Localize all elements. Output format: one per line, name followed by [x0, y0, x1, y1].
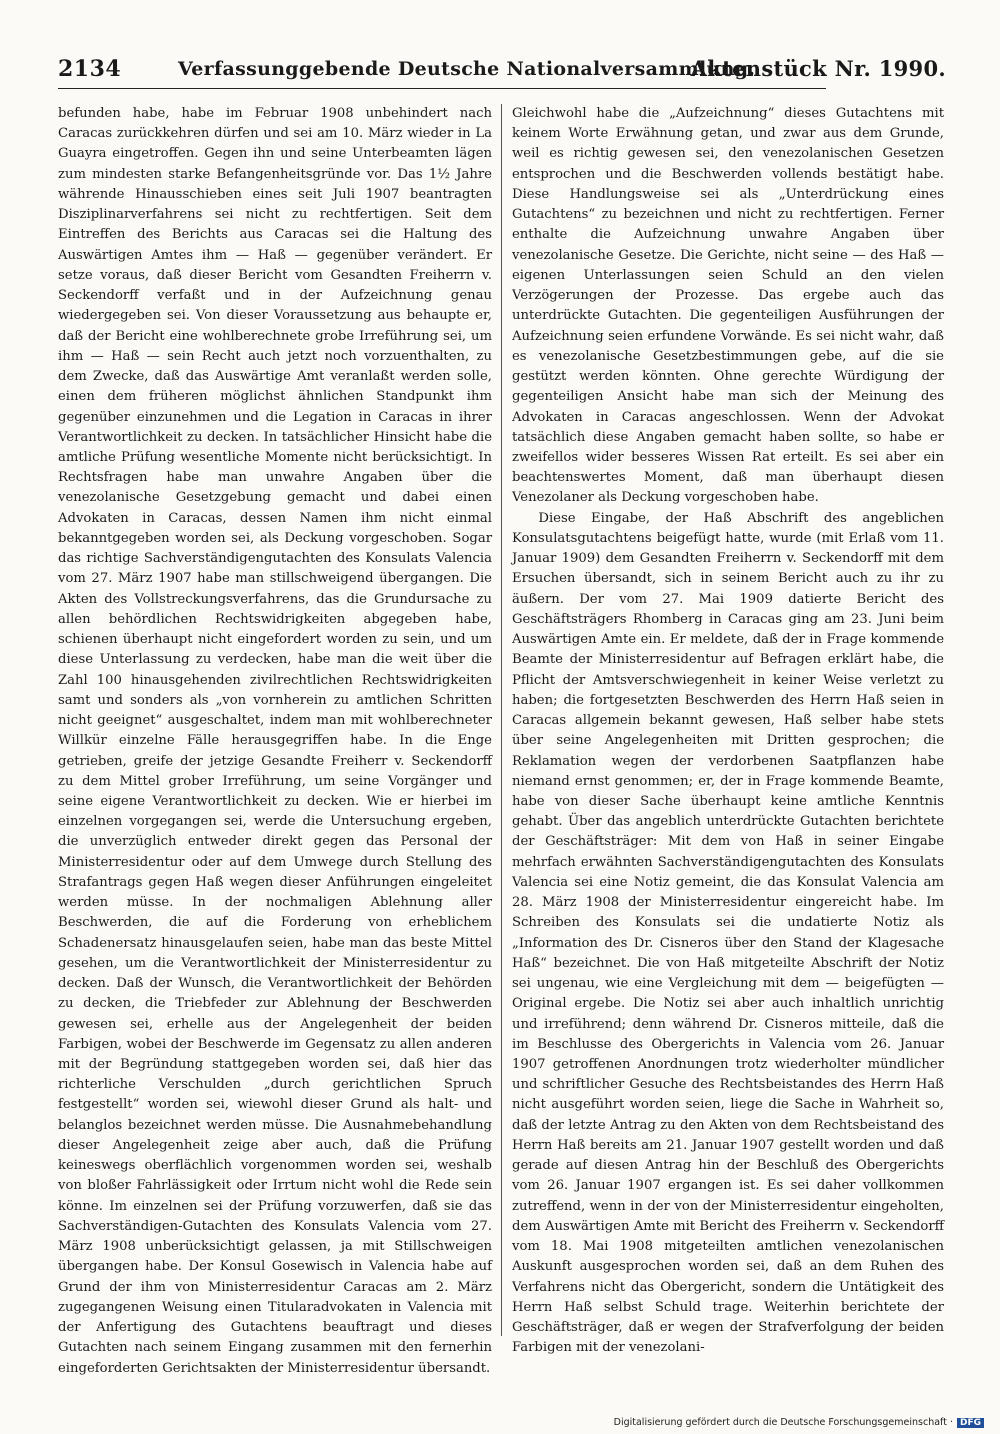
- document-reference: Aktenstück Nr. 1990.: [690, 56, 946, 81]
- footer-credit: [614, 1417, 984, 1428]
- running-title: Verfassunggebende Deutsche Nationalversammlung.: [178, 58, 756, 80]
- column-divider: [501, 104, 502, 1336]
- paragraph: Gleichwohl habe die „Aufzeichnung“ dieses Gutachtens mit keinem Worte Erwähnung getan, und zwar aus dem Grunde, weil es richtig gewesen sei, den venezolanischen Gesetzen entsprochen und die Beschwerden vollends bestätigt habe. Diese Handlungsweise sei als „Unterdrückung eines Gutachtens“ zu bezeichnen und nicht zu rechtfertigen. Ferner enthalte die Aufzeichnung unwahre Angaben über venezolanische Gesetze. Die Gerichte, nicht seine — des Haß — eigenen Unterlassungen seien Schuld an den vielen Verzögerungen der Prozesse. Das ergebe auch das unterdrückte Gutachten. Die gegenteiligen Ausführungen der Aufzeichnung seien erfundene Vorwände. Es sei nicht wahr, daß es venezolanische Gesetzbestimmungen gebe, auf die sie gestützt werden könnten. Ohne gerechte Würdigung der gegenteiligen Ansicht habe man sich der Meinung des Advokaten in Caracas angeschlossen. Wenn der Advokat tatsächlich diese Angaben gemacht haben sollte, so habe er zweifellos wider besseres Wissen Rat erteilt. Es sei aber ein beachtenswertes Moment, daß man überhaupt diesen Venezolaner als Deckung vorgeschoben habe.: [512, 106, 944, 506]
- left-column: [58, 104, 492, 1376]
- footer-credit-text: Digitalisierung gefördert durch die Deutsche Forschungsgemeinschaft ·: [613, 1417, 953, 1428]
- paragraph: befunden habe, habe im Februar 1908 unbehindert nach Caracas zurückkehren dürfen und sei am 10. März wieder in La Guayra eingetroffen. Gegen ihn und seine Unterbeamten lägen zum mindesten starke Befangenheitsgründe vor. Das 1½ Jahre währende Hinausschieben eines seit Juli 1907 beantragten Disziplinarverfahrens sei nicht zu rechtfertigen. Seit dem Eintreffen des Berichts aus Caracas sei die Haltung des Auswärtigen Amtes ihm — Haß — gegenüber verändert. Er setze voraus, daß dieser Bericht vom Gesandten Freiherrn v. Seckendorff verfaßt und in der Aufzeichnung genau wiedergegeben sei. Von dieser Voraussetzung aus behaupte er, daß der Bericht eine wohlberechnete grobe Irreführung sei, um ihm — Haß — sein Recht auch jetzt noch vorzuenthalten, zu dem Zwecke, daß das Auswärtige Amt veranlaßt werden solle, einen dem früheren möglichst ähnlichen Standpunkt ihm gegenüber einzunehmen und die Legation in Caracas in ihrer Verantwortlichkeit zu decken. In tatsächlicher Hinsicht habe die amtliche Prüfung wesentliche Momente nicht berücksichtigt. In Rechtsfragen habe man unwahre Angaben über die venezolanische Gesetzgebung gemacht und dabei einen Advokaten in Caracas, dessen Namen ihm nicht einmal bekanntgegeben worden sei, als Deckung vorgeschoben. Sogar das richtige Sachverständigengutachten des Konsulats Valencia vom 27. März 1907 habe man stillschweigend übergangen. Die Akten des Vollstreckungsverfahrens, das die Grundursache zu allen behördlichen Rechtswidrigkeiten abgegeben habe, schienen überhaupt nicht eingefordert worden zu sein, und um diese Unterlassung zu verdecken, habe man die weit über die Zahl 100 hinausgehenden zivilrechtlichen Rechtswidrigkeiten samt und sonders als „von vornherein zu amtlichen Schritten nicht geeignet“ ausgeschaltet, indem man mit wohlberechneter Willkür einzelne Fälle herausgegriffen habe. In die Enge getrieben, greife der jetzige Gesandte Freiherr v. Seckendorff zu dem Mittel grober Irreführung, um seine Vorgänger und seine eigene Verantwortlichkeit zu decken. Wie er hierbei im einzelnen vorgegangen sei, werde die Untersuchung ergeben, die unverzüglich entweder direkt gegen das Personal der Ministerresidentur oder auf dem Umwege durch Stellung des Strafantrags gegen Haß wegen dieser Anführungen eingeleitet werden müsse. In der nochmaligen Ablehnung aller Beschwerden, die auf die Forderung von erheblichem Schadenersatz hinausgelaufen seien, habe man das beste Mittel gesehen, um die Verantwortlichkeit der Ministerresidentur zu decken. Daß der Wunsch, die Verantwortlichkeit der Behörden zu decken, die Triebfeder zur Ablehnung der Beschwerden gewesen sei, erhelle aus der Angelegenheit der beiden Farbigen, wobei der Beschwerde im Gegensatz zu allen anderen mit der Begründung stattgegeben worden sei, daß hier das richterliche Verschulden „durch gerichtlichen Spruch festgestellt“ worden sei, wiewohl dieser Grund als halt- und belanglos bezeichnet werden müsse. Die Ausnahmebehandlung dieser Angelegenheit zeige aber auch, daß die Prüfung keineswegs oberflächlich vorgenommen worden sei, weshalb von bloßer Fahrlässigkeit oder Irrtum nicht wohl die Rede sein könne. Im einzelnen sei der Prüfung vorzuwerfen, daß sie das Sachverständigen-Gutachten des Konsulats Valencia vom 27. März 1908 unberücksichtigt gelassen, ja mit Stillschweigen übergangen habe. Der Konsul Gosewisch in Valencia habe auf Grund der ihm von Ministerresidentur Caracas am 2. März zugegangenen Weisung einen Titularadvokaten in Valencia mit der Anfertigung des Gutachtens beauftragt und dieses Gutachten nach seinem Eingang zusammen mit den fernerhin eingeforderten Gerichtsakten der Ministerresidentur übersandt.: [58, 106, 492, 1376]
- right-column: [512, 104, 944, 1356]
- page-header: [58, 56, 946, 84]
- page-number: 2134: [58, 56, 122, 82]
- header-rule: [58, 88, 826, 89]
- dfg-logo: DFG: [957, 1418, 984, 1428]
- paragraph: Diese Eingabe, der Haß Abschrift des angeblichen Konsulatsgutachtens beigefügt hatte, wurde (mit Erlaß vom 11. Januar 1909) dem Gesandten Freiherrn v. Seckendorff mit dem Ersuchen übersandt, sich in seinem Bericht auch zu ihr zu äußern. Der vom 27. Mai 1909 datierte Bericht des Geschäftsträgers Rhomberg in Caracas ging am 23. Juni beim Auswärtigen Amte ein. Er meldete, daß der in Frage kommende Beamte der Ministerresidentur auf Befragen erklärt habe, die Pflicht der Amtsverschwiegenheit in keiner Weise verletzt zu haben; die fortgesetzten Beschwerden des Herrn Haß seien in Caracas allgemein bekannt gewesen, Haß selber habe stets über seine Angelegenheiten mit Dritten gesprochen; die Reklamation wegen der verdorbenen Saatpflanzen habe niemand ernst genommen; er, der in Frage kommende Beamte, habe von dieser Sache überhaupt keine amtliche Kenntnis gehabt. Über das angeblich unterdrückte Gutachten berichtete der Geschäftsträger: Mit dem von Haß in seiner Eingabe mehrfach erwähnten Sachverständigengutachten des Konsulats Valencia sei eine Notiz gemeint, die das Konsulat Valencia am 28. März 1908 der Ministerresidentur eingereicht habe. Im Schreiben des Konsulats sei die undatierte Notiz als „Information des Dr. Cisneros über den Stand der Klagesache Haß“ bezeichnet. Die von Haß mitgeteilte Abschrift der Notiz sei ungenau, wie eine Vergleichung mit dem — beigefügten — Original ergebe. Die Notiz sei aber auch inhaltlich unrichtig und irreführend; denn während Dr. Cisneros mitteile, daß die im Beschlusse des Obergerichts in Valencia vom 26. Januar 1907 getroffenen Anordnungen trotz wiederholter mündlicher und schriftlicher Gesuche des Rechtsbeistandes des Herrn Haß nicht ausgeführt worden seien, liege die Sache in Wahrheit so, daß der letzte Antrag zu den Akten von dem Rechtsbeistand des Herrn Haß bereits am 21. Januar 1907 gestellt worden und daß gerade auf diesen Antrag hin der Beschluß des Obergerichts vom 26. Januar 1907 ergangen ist. Es sei daher vollkommen zutreffend, wenn in der von der Ministerresidentur eingeholten, dem Auswärtigen Amte mit Bericht des Freiherrn v. Seckendorff vom 18. Mai 1908 mitgeteilten amtlichen venezolanischen Auskunft ausgesprochen worden sei, daß an dem Ruhen des Verfahrens nicht das Obergericht, sondern die Untätigkeit des Herrn Haß selbst Schuld trage. Weiterhin berichtete der Geschäftsträger, daß er wegen der Strafverfolgung der beiden Farbigen mit der venezolani-: [512, 510, 944, 1356]
